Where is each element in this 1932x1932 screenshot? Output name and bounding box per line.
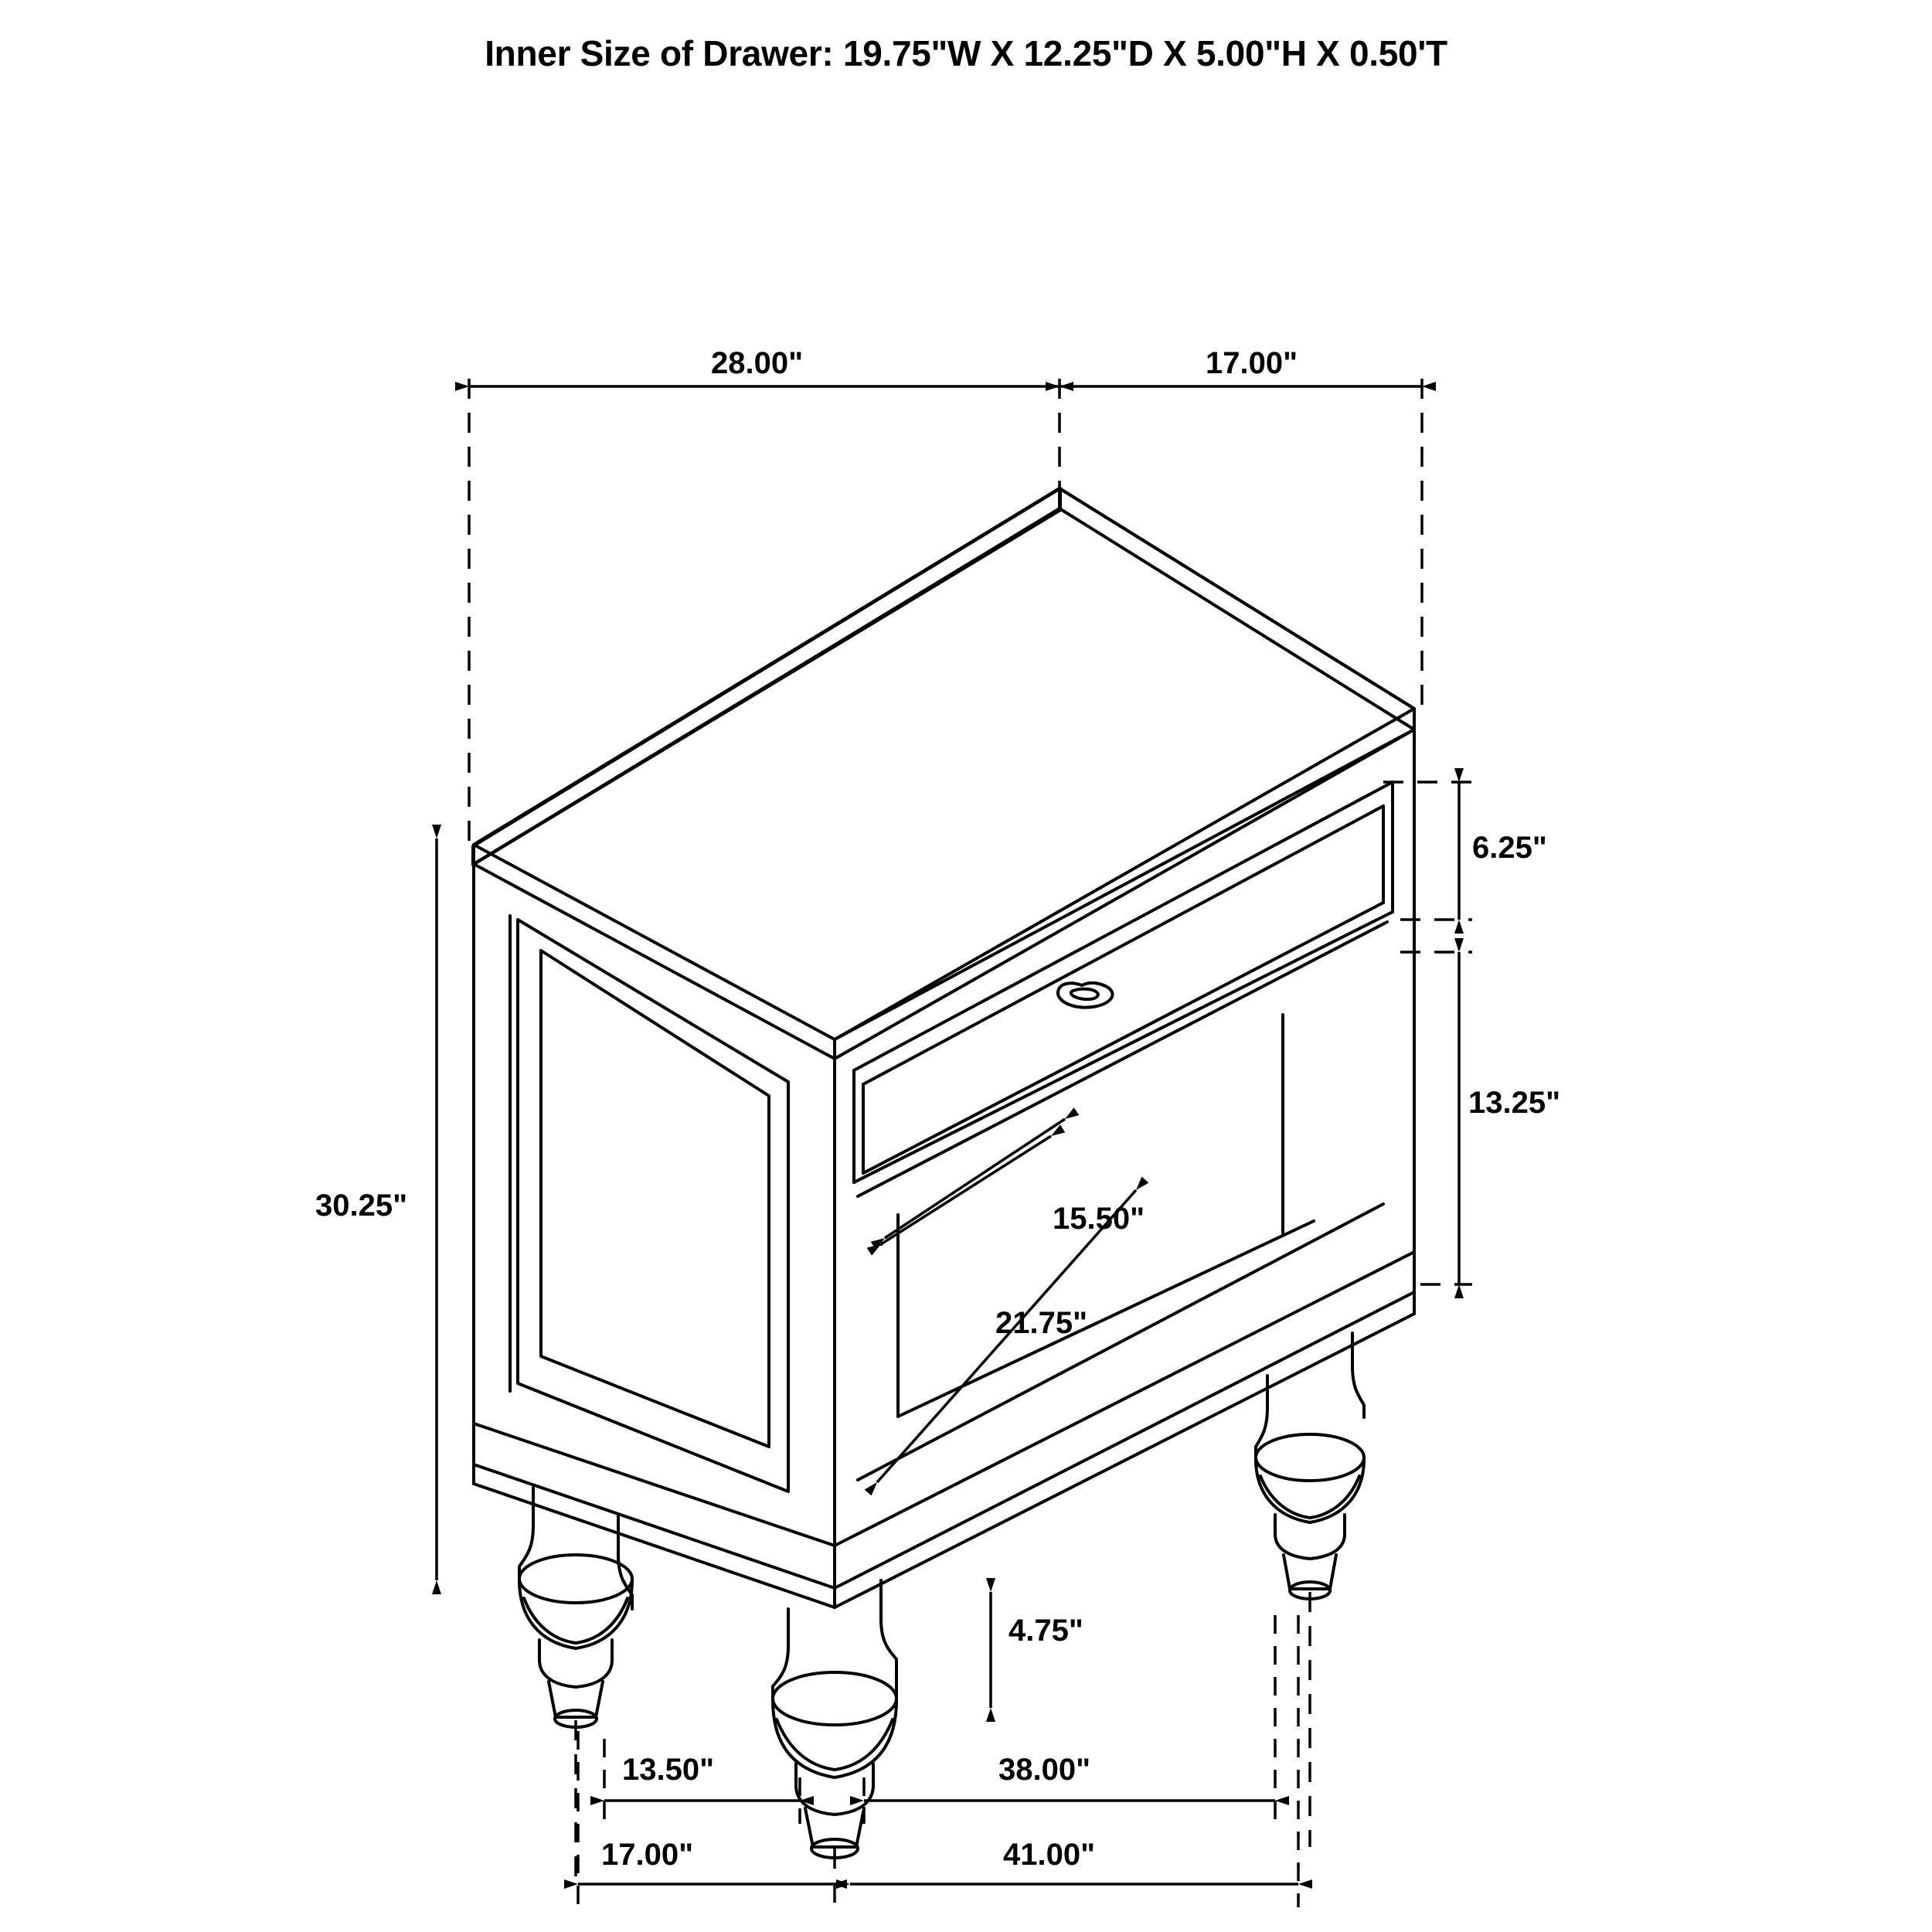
dimension-base-depth: 17.00" — [601, 1838, 694, 1872]
page-title: Inner Size of Drawer: 19.75"W X 12.25"D X 5.00"H X 0.50'T — [485, 33, 1447, 73]
dimension-base-width: 41.00" — [1003, 1838, 1096, 1872]
dimension-top-width: 28.00" — [711, 346, 804, 380]
dimension-leg-height: 4.75" — [1009, 1614, 1083, 1648]
dimension-shelf-depth: 15.50" — [1053, 1202, 1145, 1236]
dimension-lower-section-height: 13.25" — [1468, 1086, 1561, 1120]
dimension-overall-height: 30.25" — [315, 1189, 408, 1223]
dimension-foot-spread-width: 38.00" — [998, 1753, 1091, 1787]
dimension-drawer-face-height: 6.25" — [1472, 831, 1547, 865]
dimension-foot-spread-depth: 13.50" — [622, 1753, 715, 1787]
dimension-shelf-width: 21.75" — [995, 1306, 1088, 1340]
dimension-top-depth: 17.00" — [1206, 346, 1298, 380]
